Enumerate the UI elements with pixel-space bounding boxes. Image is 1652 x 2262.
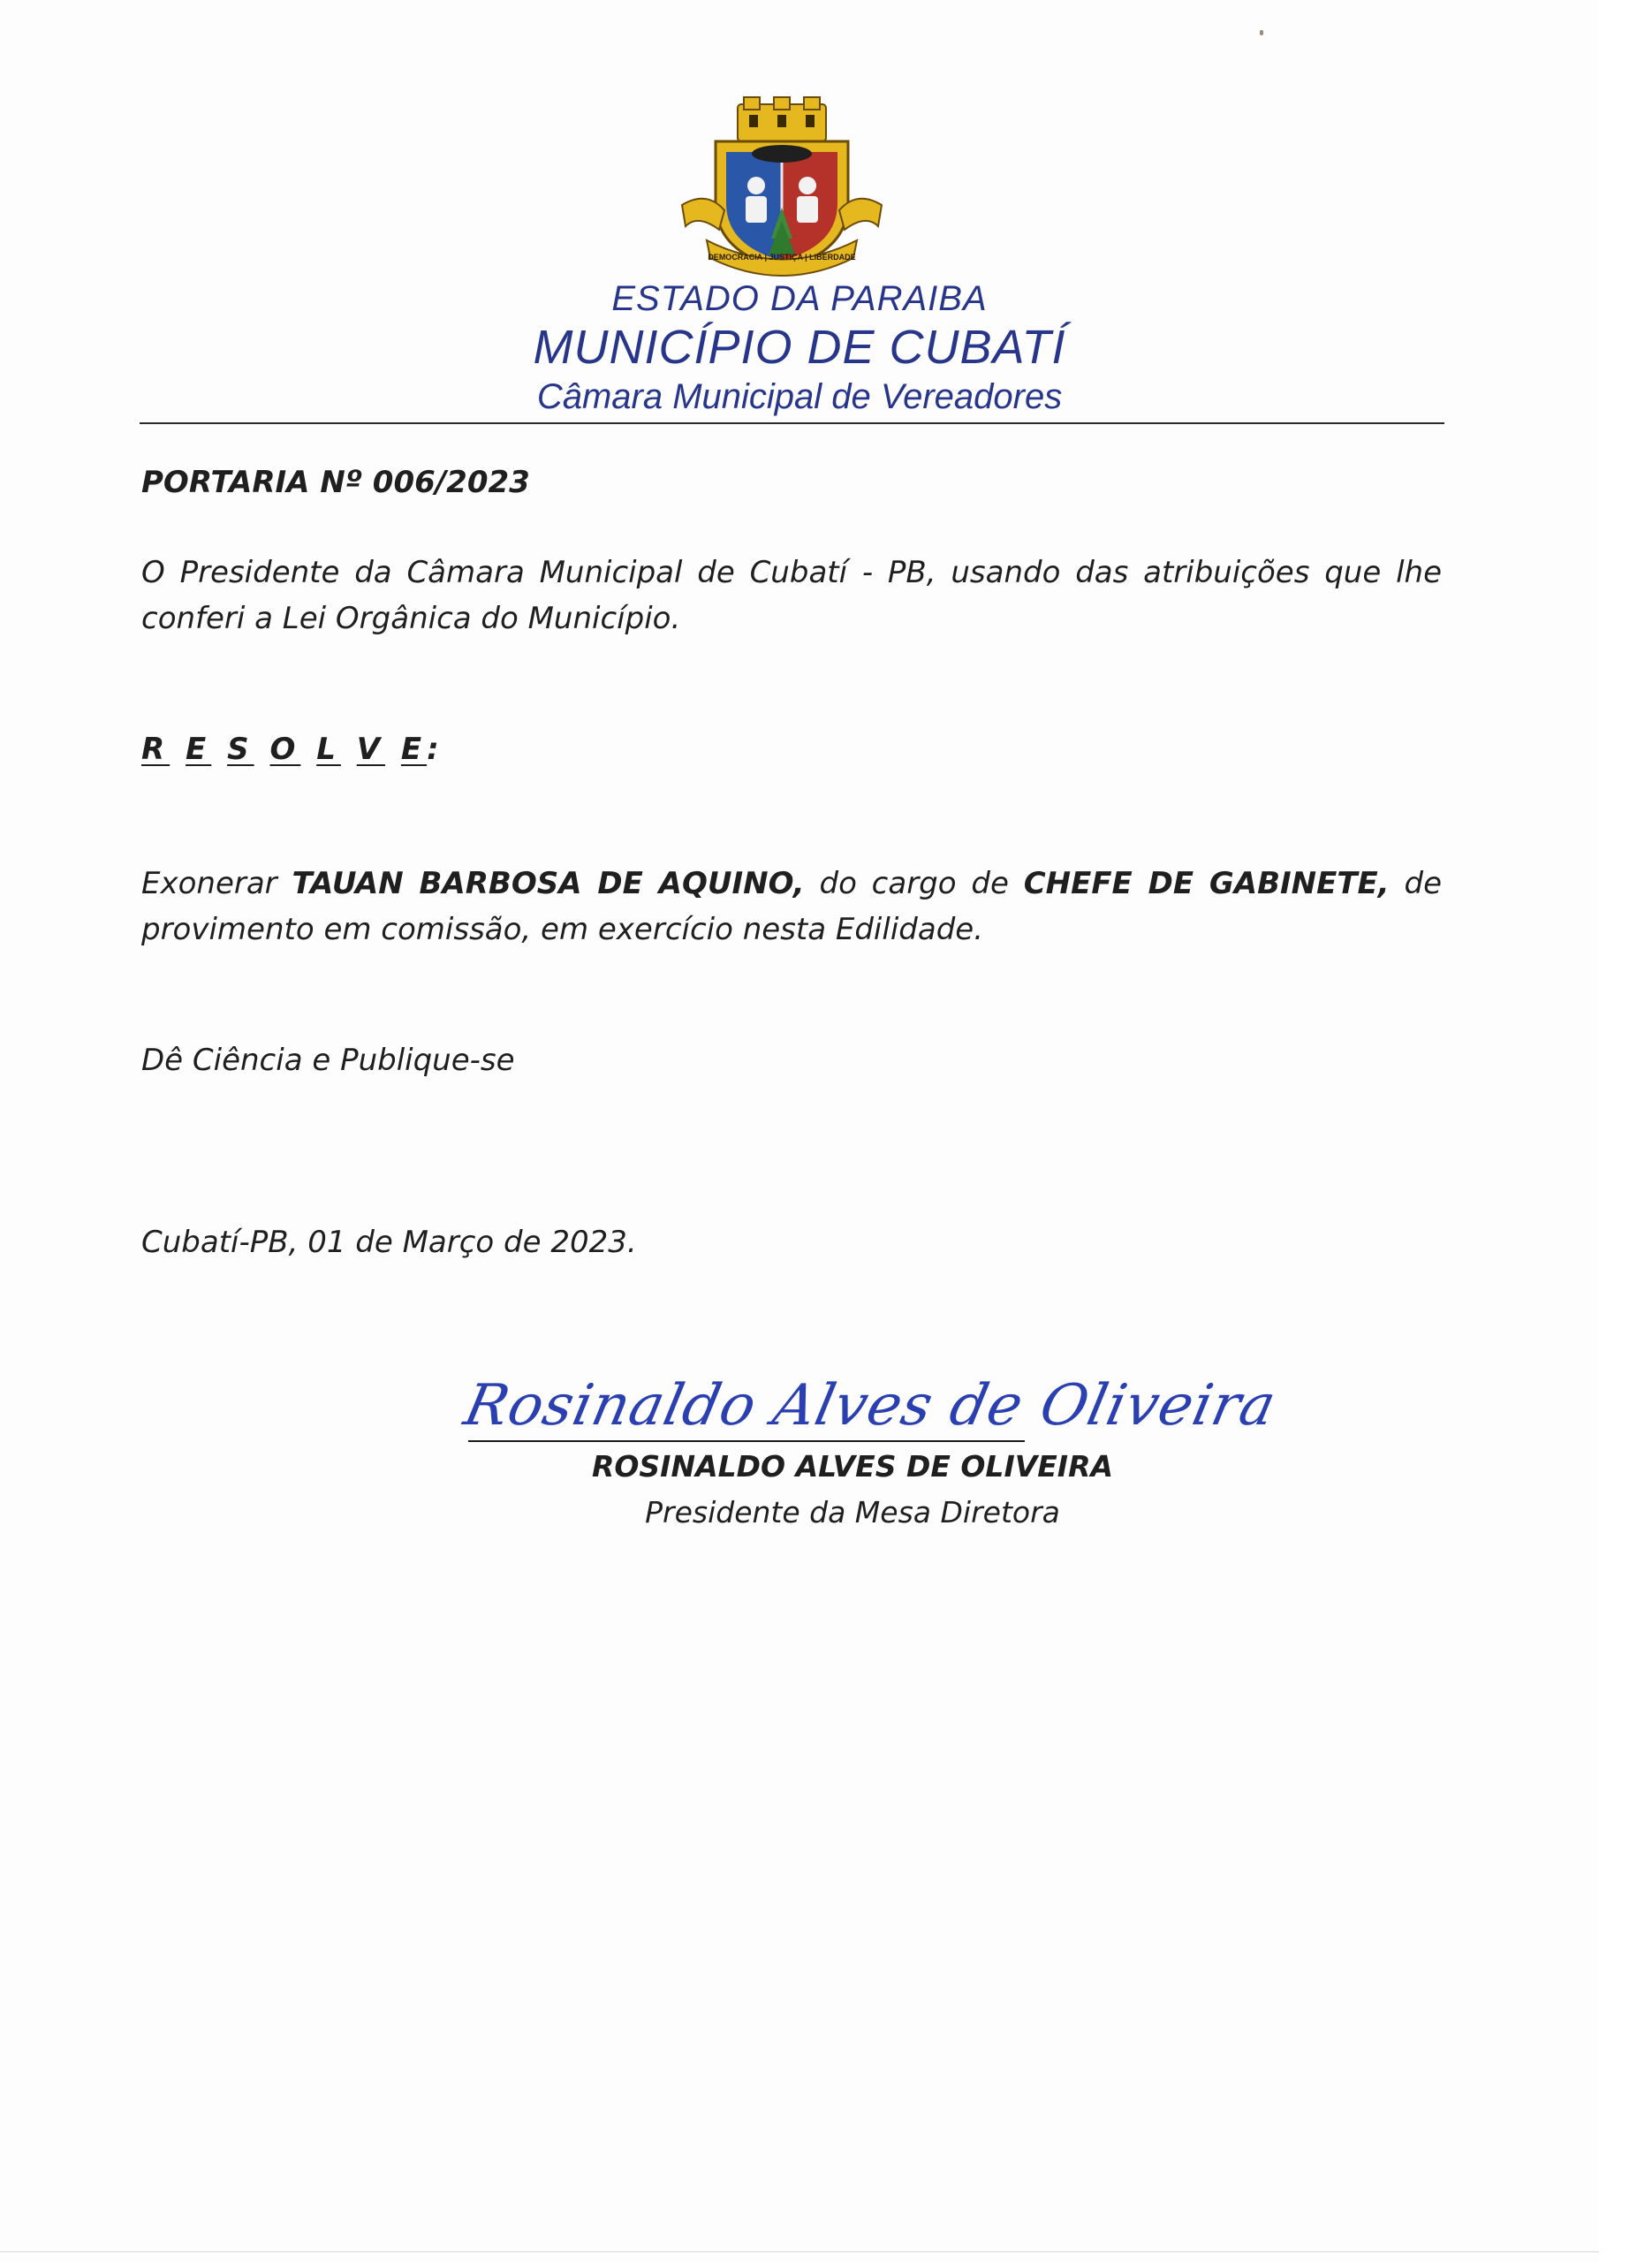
- coat-of-arms-icon: [680, 97, 883, 283]
- place-date: Cubatí-PB, 01 de Março de 2023.: [141, 1225, 637, 1260]
- exonerated-name: TAUAN BARBOSA DE AQUINO,: [292, 866, 805, 901]
- signature-line: [468, 1440, 1025, 1442]
- header-divider: [140, 422, 1444, 424]
- resolve-letter: E: [400, 732, 428, 767]
- chamber-heading: Câmara Municipal de Vereadores: [536, 377, 1063, 416]
- handwritten-signature: [458, 1352, 1283, 1449]
- crest-motto: DEMOCRACIA | JUSTIÇA | LIBERDADE: [708, 253, 856, 262]
- exoneration-paragraph: [141, 861, 1442, 953]
- intro-paragraph: O Presidente da Câmara Municipal de Cubatí - PB, usando das atribuições que lhe conferi a Lei Orgânica do Município.: [141, 555, 1442, 636]
- resolve-heading: [141, 726, 1442, 772]
- exoneration-mid: do cargo de: [819, 866, 1009, 901]
- closing-line: Dê Ciência e Publique-se: [141, 1043, 515, 1078]
- exonerated-role: CHEFE DE GABINETE,: [1023, 866, 1390, 901]
- resolve-letter: R: [141, 732, 171, 767]
- signer-name: ROSINALDO ALVES DE OLIVEIRA: [591, 1449, 1114, 1484]
- municipality-heading: MUNICÍPIO DE CUBATÍ: [533, 321, 1066, 374]
- resolve-letter: V: [356, 732, 386, 767]
- resolve-letter: S: [227, 732, 254, 767]
- document-title: PORTARIA Nº 006/2023: [141, 465, 530, 500]
- signer-role: Presidente da Mesa Diretora: [645, 1495, 1060, 1530]
- exoneration-verb: Exonerar: [141, 866, 277, 901]
- resolve-letter: E: [186, 732, 212, 767]
- resolve-letter: O: [269, 732, 301, 767]
- state-heading: ESTADO DA PARAIBA: [611, 279, 988, 318]
- resolve-letter: L: [316, 732, 341, 767]
- resolve-colon: :: [427, 732, 444, 767]
- scan-bottom-edge: [0, 2251, 1599, 2252]
- exoneration-rest: de provimento em comissão, em exercício nesta Edilidade.: [141, 866, 1443, 947]
- signature-text: Rosinaldo Alves de Oliveira: [458, 1372, 1283, 1438]
- scan-speck: [1260, 30, 1263, 35]
